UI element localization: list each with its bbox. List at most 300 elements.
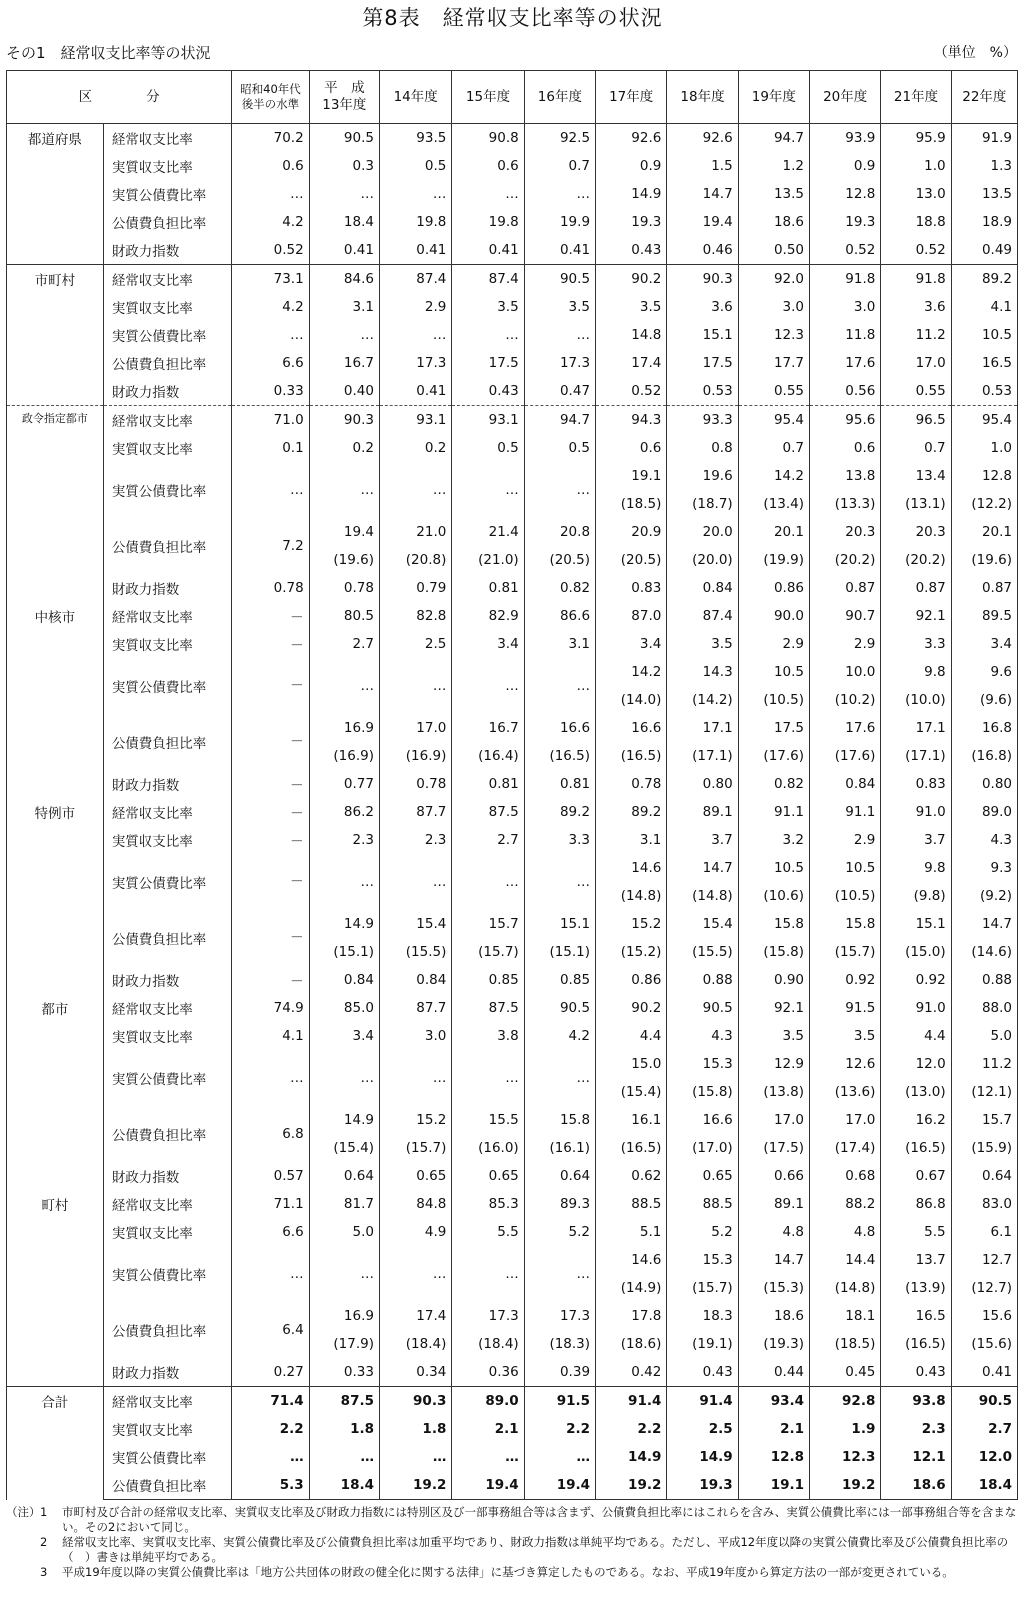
value-cell [524, 1246, 595, 1302]
value-cell: 3.1 [524, 630, 595, 658]
value-cell: 0.52 [232, 236, 309, 265]
header-h13-line1: 平 成 [324, 80, 365, 96]
table-row [7, 1415, 1018, 1443]
value-weighted: 14.6 [631, 1252, 662, 1268]
value-weighted: 16.7 [488, 720, 519, 736]
footnote-label [6, 1565, 40, 1580]
value-simple-average: (18.4) [405, 1336, 447, 1352]
value-cell: 89.5 [951, 602, 1017, 630]
value-cell: 3.4 [596, 630, 667, 658]
value-weighted: 15.8 [773, 916, 805, 932]
ratio-table [6, 70, 1018, 1500]
value-weighted: 9.6 [990, 664, 1012, 680]
header-year: 20年度 [810, 71, 881, 124]
value-cell: 4.2 [524, 1022, 595, 1050]
value-weighted: 9.3 [990, 860, 1012, 876]
value-cell: 0.6 [232, 152, 309, 180]
value-cell: 0.84 [309, 966, 379, 994]
table-row [7, 1050, 1018, 1106]
value-cell: － [232, 910, 309, 966]
table-row [7, 462, 1018, 518]
value-cell: 0.80 [667, 770, 738, 798]
value-cell: 83.0 [951, 1190, 1017, 1218]
value-cell: 84.8 [379, 1190, 451, 1218]
value-cell: 0.41 [379, 377, 451, 406]
value-cell [524, 714, 595, 770]
value-cell: 3.4 [309, 1022, 379, 1050]
table-row [7, 293, 1018, 321]
value-cell [452, 1302, 524, 1358]
value-cell: － [232, 630, 309, 658]
value-cell: 92.5 [524, 124, 595, 153]
value-weighted: … [360, 678, 374, 694]
value-simple-average: (10.2) [834, 692, 876, 708]
value-cell: 0.77 [309, 770, 379, 798]
value-simple-average: (15.8) [763, 944, 805, 960]
value-simple-average: (15.8) [692, 1084, 733, 1100]
value-cell: 12.3 [810, 1443, 881, 1471]
metric-label: 公債費負担比率 [103, 208, 231, 236]
value-cell: … [524, 180, 595, 208]
value-cell: 91.1 [738, 798, 809, 826]
table-row [7, 602, 1018, 630]
value-cell: 4.3 [667, 1022, 738, 1050]
value-weighted: 16.1 [631, 1112, 662, 1128]
value-cell: 17.5 [667, 349, 738, 377]
table-row [7, 826, 1018, 854]
value-cell: － [232, 658, 309, 714]
value-cell: 2.7 [309, 630, 379, 658]
value-cell: 0.33 [309, 1358, 379, 1387]
value-cell [379, 854, 451, 910]
table-row [7, 1471, 1018, 1500]
value-cell: 91.4 [667, 1387, 738, 1416]
value-simple-average: (17.6) [834, 748, 876, 764]
value-cell: 19.2 [596, 1471, 667, 1500]
header-year: 14年度 [379, 71, 451, 124]
metric-label: 経常収支比率 [103, 124, 231, 153]
value-cell [738, 714, 809, 770]
value-cell: 0.44 [738, 1358, 809, 1387]
value-cell: 91.5 [810, 994, 881, 1022]
value-weighted: 15.7 [981, 1112, 1012, 1128]
value-cell: 87.4 [452, 265, 524, 294]
value-weighted: 15.5 [488, 1112, 519, 1128]
value-cell: 0.43 [881, 1358, 951, 1387]
value-simple-average: (9.2) [979, 888, 1012, 904]
value-weighted: … [505, 874, 519, 890]
value-cell: 1.9 [810, 1415, 881, 1443]
value-cell: 93.1 [379, 406, 451, 435]
value-simple-average: (14.9) [620, 1280, 662, 1296]
table-row [7, 1162, 1018, 1190]
value-cell: 2.3 [309, 826, 379, 854]
value-cell: 12.8 [810, 180, 881, 208]
value-cell: 74.9 [232, 994, 309, 1022]
value-simple-average: (13.3) [834, 496, 876, 512]
value-cell: 1.8 [379, 1415, 451, 1443]
table-row [7, 1302, 1018, 1358]
value-cell: 87.7 [379, 994, 451, 1022]
value-cell: 0.53 [667, 377, 738, 406]
value-simple-average: (14.8) [692, 888, 733, 904]
value-cell: 4.2 [232, 208, 309, 236]
value-cell: 89.0 [452, 1387, 524, 1416]
value-cell: … [232, 1443, 309, 1471]
header-base-line2: 後半の水準 [241, 97, 300, 111]
value-weighted: 21.0 [416, 524, 447, 540]
value-simple-average: (17.9) [333, 1336, 374, 1352]
group-label: 中核市 [7, 602, 104, 798]
value-simple-average: (19.1) [692, 1336, 733, 1352]
value-weighted: … [360, 1070, 374, 1086]
metric-label: 公債費負担比率 [103, 1471, 231, 1500]
value-cell: … [452, 1443, 524, 1471]
value-cell: 86.8 [881, 1190, 951, 1218]
footnote-label: （注） [6, 1505, 41, 1519]
value-cell: … [232, 180, 309, 208]
value-cell: 0.7 [881, 434, 951, 462]
value-cell: 71.4 [232, 1387, 309, 1416]
metric-label: 実質収支比率 [103, 1022, 231, 1050]
value-weighted: 13.7 [915, 1252, 946, 1268]
value-cell: － [232, 826, 309, 854]
value-cell: 0.85 [452, 966, 524, 994]
value-cell: 1.3 [951, 152, 1017, 180]
value-cell: 3.5 [596, 293, 667, 321]
value-cell: 6.6 [232, 349, 309, 377]
footnote [6, 1565, 1018, 1580]
table-row [7, 208, 1018, 236]
value-cell: 5.2 [667, 1218, 738, 1246]
footnote-number: 3 [40, 1565, 48, 1579]
value-cell: 94.3 [596, 406, 667, 435]
value-cell: 17.7 [738, 349, 809, 377]
value-weighted: … [432, 678, 447, 694]
value-cell: 94.7 [524, 406, 595, 435]
value-cell: 95.6 [810, 406, 881, 435]
value-cell: 0.45 [810, 1358, 881, 1387]
metric-label: 実質公債費比率 [103, 1050, 231, 1106]
value-weighted: 10.5 [773, 664, 805, 680]
value-cell [881, 910, 951, 966]
value-cell: － [232, 854, 309, 910]
value-cell: 89.1 [738, 1190, 809, 1218]
table-row [7, 124, 1018, 153]
value-cell: 90.2 [596, 994, 667, 1022]
value-cell: 5.0 [309, 1218, 379, 1246]
value-cell: 3.5 [810, 1022, 881, 1050]
value-weighted: 16.9 [343, 1308, 374, 1324]
value-simple-average: (16.0) [478, 1140, 519, 1156]
value-cell: 81.7 [309, 1190, 379, 1218]
value-cell: 19.2 [810, 1471, 881, 1500]
value-cell: 90.3 [379, 1387, 451, 1416]
header-row [7, 71, 1018, 124]
table-row [7, 406, 1018, 435]
value-cell [452, 854, 524, 910]
value-cell [379, 462, 451, 518]
value-cell: 17.3 [524, 349, 595, 377]
table-body [7, 124, 1018, 1500]
metric-label: 実質収支比率 [103, 630, 231, 658]
value-cell: 89.3 [524, 1190, 595, 1218]
value-cell: 0.64 [524, 1162, 595, 1190]
value-cell: 90.5 [309, 124, 379, 153]
value-cell: 0.41 [452, 236, 524, 265]
value-cell: 18.4 [309, 1471, 379, 1500]
value-weighted: 18.6 [773, 1308, 805, 1324]
value-cell: 92.1 [881, 602, 951, 630]
table-row [7, 1246, 1018, 1302]
value-cell: 91.0 [881, 798, 951, 826]
value-cell: 0.42 [596, 1358, 667, 1387]
value-weighted: 10.0 [845, 664, 876, 680]
value-simple-average: (17.4) [834, 1140, 876, 1156]
value-cell [452, 1050, 524, 1106]
value-cell: 87.5 [452, 798, 524, 826]
value-cell: 0.78 [232, 574, 309, 602]
value-cell: 3.1 [309, 293, 379, 321]
value-simple-average: (13.8) [763, 1084, 805, 1100]
value-cell: 0.50 [738, 236, 809, 265]
value-cell: 0.43 [452, 377, 524, 406]
value-simple-average: (15.0) [905, 944, 946, 960]
value-weighted: 17.1 [915, 720, 946, 736]
table-row [7, 1106, 1018, 1162]
value-cell: … [232, 462, 309, 518]
value-cell: 96.5 [881, 406, 951, 435]
value-cell: 0.39 [524, 1358, 595, 1387]
value-cell [452, 1106, 524, 1162]
value-simple-average: (14.0) [620, 692, 662, 708]
table-row [7, 152, 1018, 180]
metric-label: 実質公債費比率 [103, 1246, 231, 1302]
value-cell: 14.9 [596, 1443, 667, 1471]
value-cell: 0.65 [379, 1162, 451, 1190]
value-cell: … [379, 321, 451, 349]
metric-label: 実質収支比率 [103, 293, 231, 321]
value-simple-average: (20.8) [405, 552, 447, 568]
value-cell: 18.6 [738, 208, 809, 236]
value-cell: 0.27 [232, 1358, 309, 1387]
value-cell: … [232, 1050, 309, 1106]
value-cell [810, 658, 881, 714]
value-cell: 5.0 [951, 1022, 1017, 1050]
metric-label: 財政力指数 [103, 966, 231, 994]
value-cell [596, 854, 667, 910]
value-weighted: 17.8 [631, 1308, 662, 1324]
value-cell [524, 1106, 595, 1162]
value-weighted: 15.0 [631, 1056, 662, 1072]
value-weighted: 14.7 [981, 916, 1012, 932]
value-weighted: 16.9 [343, 720, 374, 736]
value-simple-average: (16.8) [971, 748, 1012, 764]
value-cell: 89.2 [596, 798, 667, 826]
value-simple-average: (13.9) [905, 1280, 946, 1296]
value-cell: 0.64 [309, 1162, 379, 1190]
table-row [7, 1218, 1018, 1246]
value-cell: 95.9 [881, 124, 951, 153]
value-cell [309, 1246, 379, 1302]
value-cell: 0.82 [524, 574, 595, 602]
value-simple-average: (19.6) [971, 552, 1012, 568]
value-cell: 19.8 [452, 208, 524, 236]
header-category: 区 分 [7, 71, 232, 124]
value-cell [667, 462, 738, 518]
value-cell [596, 462, 667, 518]
table-row [7, 265, 1018, 294]
value-cell: 4.1 [951, 293, 1017, 321]
value-cell [951, 1106, 1017, 1162]
value-cell [524, 910, 595, 966]
value-cell: 16.7 [309, 349, 379, 377]
value-cell [951, 854, 1017, 910]
value-cell [309, 1302, 379, 1358]
value-cell: 19.1 [738, 1471, 809, 1500]
value-cell: 85.3 [452, 1190, 524, 1218]
header-year: 16年度 [524, 71, 595, 124]
value-cell: 0.34 [379, 1358, 451, 1387]
value-cell: 91.8 [881, 265, 951, 294]
value-cell [309, 714, 379, 770]
value-cell [881, 1246, 951, 1302]
value-cell [738, 658, 809, 714]
table-row [7, 630, 1018, 658]
value-cell [309, 1050, 379, 1106]
value-cell: 94.7 [738, 124, 809, 153]
value-cell: 0.85 [524, 966, 595, 994]
value-simple-average: (19.9) [763, 552, 805, 568]
value-cell: 0.81 [452, 770, 524, 798]
value-cell: 1.0 [881, 152, 951, 180]
value-simple-average: (14.6) [971, 944, 1012, 960]
table-row [7, 1358, 1018, 1387]
value-simple-average: (15.6) [971, 1336, 1012, 1352]
value-cell: 88.2 [810, 1190, 881, 1218]
value-cell: 90.5 [524, 265, 595, 294]
value-weighted: … [432, 1266, 447, 1282]
metric-label: 経常収支比率 [103, 265, 231, 294]
value-cell: 11.2 [881, 321, 951, 349]
metric-label: 実質公債費比率 [103, 321, 231, 349]
metric-label: 財政力指数 [103, 574, 231, 602]
value-cell: 73.1 [232, 265, 309, 294]
value-weighted: 14.4 [845, 1252, 876, 1268]
value-weighted: 20.9 [631, 524, 662, 540]
value-cell: 2.9 [379, 293, 451, 321]
value-cell: 0.9 [810, 152, 881, 180]
value-simple-average: (16.4) [478, 748, 519, 764]
value-cell: 0.55 [738, 377, 809, 406]
value-weighted: 14.7 [702, 860, 733, 876]
value-cell: 6.4 [232, 1302, 309, 1358]
value-cell [524, 658, 595, 714]
value-cell: 0.5 [452, 434, 524, 462]
value-weighted: 16.6 [631, 720, 662, 736]
value-cell: 0.80 [951, 770, 1017, 798]
value-simple-average: (17.6) [763, 748, 805, 764]
value-cell [881, 1302, 951, 1358]
value-cell: 19.4 [524, 1471, 595, 1500]
value-weighted: 17.0 [845, 1112, 876, 1128]
value-weighted: 18.3 [702, 1308, 733, 1324]
value-cell: 93.1 [452, 406, 524, 435]
value-cell [596, 518, 667, 574]
value-weighted: … [432, 482, 447, 498]
value-cell: 90.0 [738, 602, 809, 630]
metric-label: 実質公債費比率 [103, 658, 231, 714]
value-simple-average: (13.6) [834, 1084, 876, 1100]
table-row [7, 518, 1018, 574]
value-cell: 2.2 [524, 1415, 595, 1443]
value-weighted: … [505, 1266, 519, 1282]
value-weighted: 17.3 [488, 1308, 519, 1324]
value-cell: 19.4 [452, 1471, 524, 1500]
value-cell [810, 1246, 881, 1302]
value-cell: 13.5 [951, 180, 1017, 208]
value-weighted: 14.3 [702, 664, 733, 680]
value-cell: 12.0 [951, 1443, 1017, 1471]
value-cell: 0.81 [524, 770, 595, 798]
value-cell: 0.92 [810, 966, 881, 994]
table-row [7, 658, 1018, 714]
value-simple-average: (16.5) [905, 1140, 946, 1156]
value-cell: 0.5 [379, 152, 451, 180]
value-weighted: 17.0 [416, 720, 447, 736]
value-cell: 93.3 [667, 406, 738, 435]
value-weighted: 15.6 [981, 1308, 1012, 1324]
value-cell: 0.78 [309, 574, 379, 602]
value-simple-average: (15.7) [834, 944, 876, 960]
metric-label: 実質公債費比率 [103, 462, 231, 518]
value-cell: 3.0 [379, 1022, 451, 1050]
value-weighted: 19.1 [631, 468, 662, 484]
value-cell: 1.0 [951, 434, 1017, 462]
value-weighted: … [505, 678, 519, 694]
value-cell: 0.90 [738, 966, 809, 994]
value-cell: 19.3 [667, 1471, 738, 1500]
value-cell: 0.86 [738, 574, 809, 602]
value-cell: 17.4 [596, 349, 667, 377]
value-cell: 0.7 [738, 434, 809, 462]
value-cell [452, 1246, 524, 1302]
value-simple-average: (18.5) [620, 496, 662, 512]
value-cell: 3.6 [667, 293, 738, 321]
value-cell: 0.66 [738, 1162, 809, 1190]
value-cell: － [232, 966, 309, 994]
value-weighted: 14.2 [631, 664, 662, 680]
value-cell: 0.53 [951, 377, 1017, 406]
value-cell: 19.8 [379, 208, 451, 236]
value-simple-average: (14.8) [620, 888, 662, 904]
value-weighted: 18.1 [845, 1308, 876, 1324]
value-cell [881, 714, 951, 770]
value-cell [881, 462, 951, 518]
value-simple-average: (15.4) [620, 1084, 662, 1100]
value-simple-average: (18.6) [620, 1336, 662, 1352]
metric-label: 実質収支比率 [103, 434, 231, 462]
value-cell: 0.7 [524, 152, 595, 180]
value-cell: 15.1 [667, 321, 738, 349]
value-cell [951, 518, 1017, 574]
value-weighted: 17.4 [416, 1308, 447, 1324]
value-cell: 0.5 [524, 434, 595, 462]
value-cell [379, 910, 451, 966]
value-cell: 0.6 [596, 434, 667, 462]
value-weighted: 10.5 [845, 860, 876, 876]
value-cell: 4.1 [232, 1022, 309, 1050]
